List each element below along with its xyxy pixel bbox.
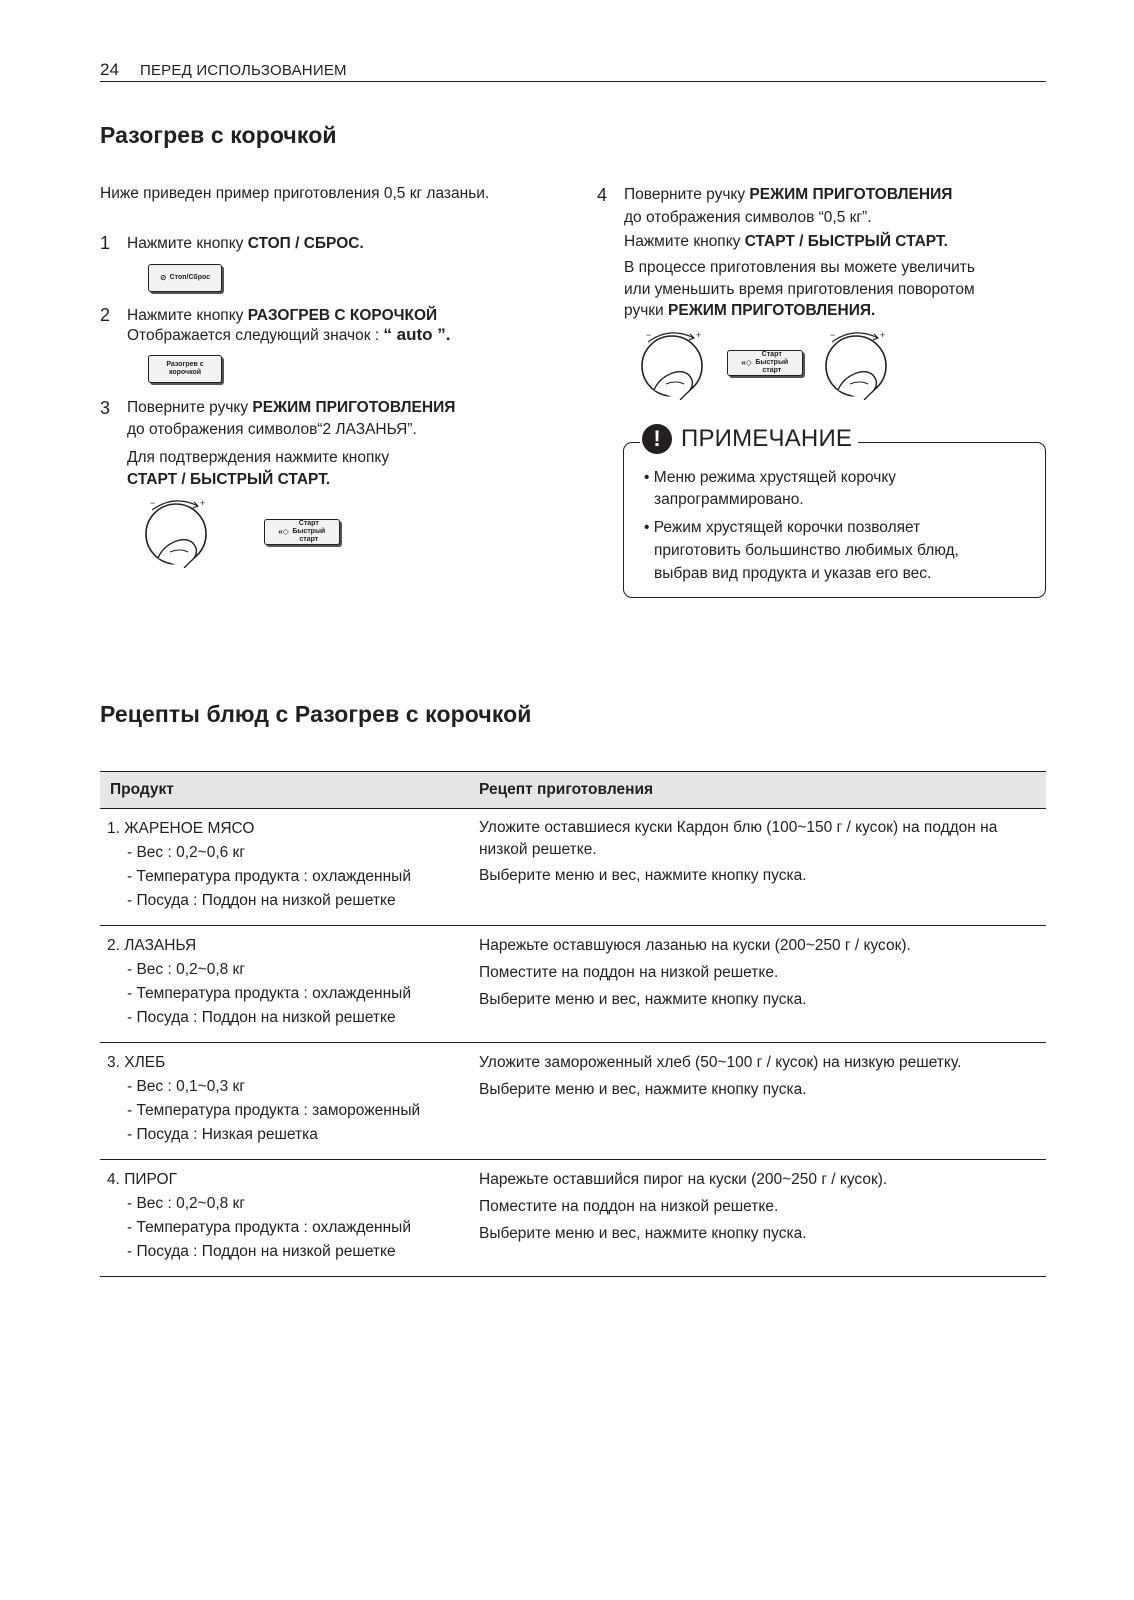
recipes-title: Рецепты блюд с Разогрев с корочкой bbox=[100, 701, 532, 727]
recipe-line: Выберите меню и вес, нажмите кнопку пуска. bbox=[479, 1225, 807, 1242]
recipe-line: Выберите меню и вес, нажмите кнопку пуска. bbox=[479, 1081, 807, 1098]
step-4-line-2: до отображения символов “0,5 кг”. bbox=[624, 209, 872, 226]
product-detail: - Вес : 0,2~0,8 кг bbox=[127, 1195, 245, 1212]
product-detail: - Посуда : Низкая решетка bbox=[127, 1126, 318, 1143]
product-name: 2. ЛАЗАНЬЯ bbox=[107, 937, 197, 954]
recipes-table bbox=[100, 771, 1046, 1277]
product-cell bbox=[100, 1043, 468, 1160]
table-row bbox=[100, 809, 1046, 926]
dial-knob-icon[interactable] bbox=[636, 328, 716, 400]
step-2-line-1: Нажмите кнопку РАЗОГРЕВ С КОРОЧКОЙ bbox=[127, 307, 438, 324]
stop-reset-button[interactable]: ⊘ Стоп/Сброс bbox=[148, 264, 222, 292]
recipe-line: Выберите меню и вес, нажмите кнопку пуска. bbox=[479, 991, 807, 1008]
note-bullet-2-line-3: выбрав вид продукта и указав его вес. bbox=[654, 565, 932, 582]
table-header-row bbox=[100, 772, 1046, 809]
recipe-line: Поместите на поддон на низкой решетке. bbox=[479, 964, 779, 981]
recipe-cell bbox=[468, 926, 1046, 1043]
recipe-line: Уложите замороженный хлеб (50~100 г / кусок) на низкую решетку. bbox=[479, 1054, 962, 1071]
step-3-line-4: СТАРТ / БЫСТРЫЙ СТАРТ. bbox=[127, 471, 331, 488]
recipe-line: Поместите на поддон на низкой решетке. bbox=[479, 1198, 779, 1215]
note-label: ПРИМЕЧАНИЕ bbox=[681, 425, 853, 452]
column-header-product: Продукт bbox=[100, 772, 468, 809]
auto-symbol: “ auto ”. bbox=[383, 325, 451, 344]
recipe-line: Нарежьте оставшийся пирог на куски (200~250 г / кусок). bbox=[479, 1171, 888, 1188]
recipe-cell bbox=[468, 809, 1046, 926]
product-detail: - Посуда : Поддон на низкой решетке bbox=[127, 1009, 396, 1026]
column-header-recipe: Рецепт приготовления bbox=[468, 772, 1046, 809]
step-number: 4 bbox=[597, 185, 608, 205]
stop-icon: ⊘ bbox=[159, 273, 167, 282]
step-number: 1 bbox=[100, 233, 111, 253]
step-3-line-3: Для подтверждения нажмите кнопку bbox=[127, 449, 390, 466]
product-detail: - Температура продукта : охлажденный bbox=[127, 1219, 411, 1236]
intro-text: Ниже приведен пример приготовления 0,5 кг лазаньи. bbox=[100, 185, 490, 202]
section-title: Разогрев с корочкой bbox=[100, 122, 337, 148]
step-4-line-6: ручки РЕЖИМ ПРИГОТОВЛЕНИЯ. bbox=[624, 302, 876, 319]
recipe-cell bbox=[468, 1043, 1046, 1160]
table-row bbox=[100, 1160, 1046, 1277]
product-cell bbox=[100, 809, 468, 926]
product-cell bbox=[100, 926, 468, 1043]
note-bullet-2-line-2: приготовить большинство любимых блюд, bbox=[654, 542, 959, 559]
product-detail: - Посуда : Поддон на низкой решетке bbox=[127, 892, 396, 909]
note-box bbox=[623, 442, 1046, 598]
dial-knob-icon[interactable] bbox=[820, 328, 900, 400]
note-bullet-1-line-1: • Меню режима хрустящей корочку bbox=[644, 469, 897, 486]
table-row bbox=[100, 1043, 1046, 1160]
note-heading bbox=[640, 424, 858, 454]
product-detail: - Посуда : Поддон на низкой решетке bbox=[127, 1243, 396, 1260]
svg-text:−: − bbox=[646, 330, 652, 340]
step-1-text: Нажмите кнопку СТОП / СБРОС. bbox=[127, 235, 364, 252]
svg-text:−: − bbox=[150, 498, 156, 508]
recipe-line: Уложите оставшиеся куски Кардон блю (100~150 г / кусок) на поддон на низкой решетке. bbox=[479, 819, 998, 858]
note-bullet-1-line-2: запрограммировано. bbox=[654, 491, 804, 508]
step-3-line-2: до отображения символов“2 ЛАЗАНЬЯ”. bbox=[127, 421, 417, 438]
product-detail: - Температура продукта : замороженный bbox=[127, 1102, 421, 1119]
step-3-line-1: Поверните ручку РЕЖИМ ПРИГОТОВЛЕНИЯ bbox=[127, 399, 456, 416]
svg-text:+: + bbox=[696, 330, 702, 340]
product-detail: - Вес : 0,2~0,6 кг bbox=[127, 844, 245, 861]
recipe-cell bbox=[468, 1160, 1046, 1277]
product-detail: - Вес : 0,1~0,3 кг bbox=[127, 1078, 245, 1095]
step-number: 2 bbox=[100, 305, 111, 325]
product-name: 3. ХЛЕБ bbox=[107, 1054, 166, 1071]
step-4-line-4: В процессе приготовления вы можете увеличить bbox=[624, 259, 975, 276]
svg-text:−: − bbox=[830, 330, 836, 340]
page-number: 24 bbox=[100, 60, 119, 79]
product-detail: - Температура продукта : охлажденный bbox=[127, 985, 411, 1002]
note-bullet-2-line-1: • Режим хрустящей корочки позволяет bbox=[644, 519, 921, 536]
start-arrows-icon: «◇ bbox=[278, 527, 289, 536]
table-row bbox=[100, 926, 1046, 1043]
recipe-line: Нарежьте оставшуюся лазанью на куски (200~250 г / кусок). bbox=[479, 937, 911, 954]
step-number: 3 bbox=[100, 398, 111, 418]
step-4-line-5: или уменьшить время приготовления поворотом bbox=[624, 281, 975, 298]
step-2-line-2: Отображается следующий значок : “ auto ”. bbox=[127, 325, 451, 344]
start-arrows-icon: «◇ bbox=[741, 358, 752, 367]
recipe-line: Выберите меню и вес, нажмите кнопку пуска. bbox=[479, 867, 807, 884]
svg-text:+: + bbox=[200, 498, 206, 508]
start-quick-start-button[interactable]: «◇ Старт Быстрый старт bbox=[264, 519, 340, 545]
exclamation-icon: ! bbox=[642, 424, 672, 454]
product-cell bbox=[100, 1160, 468, 1277]
start-quick-start-button[interactable]: «◇ Старт Быстрый старт bbox=[727, 350, 803, 376]
svg-text:+: + bbox=[880, 330, 886, 340]
section-name: ПЕРЕД ИСПОЛЬЗОВАНИЕМ bbox=[140, 62, 347, 79]
step-4-line-3: Нажмите кнопку СТАРТ / БЫСТРЫЙ СТАРТ. bbox=[624, 233, 948, 250]
product-name: 4. ПИРОГ bbox=[107, 1171, 177, 1188]
step-4-line-1: Поверните ручку РЕЖИМ ПРИГОТОВЛЕНИЯ bbox=[624, 186, 953, 203]
crispy-reheat-button[interactable]: Разогрев с корочкой bbox=[148, 355, 222, 383]
dial-knob-icon[interactable] bbox=[140, 496, 220, 568]
product-detail: - Температура продукта : охлажденный bbox=[127, 868, 411, 885]
product-detail: - Вес : 0,2~0,8 кг bbox=[127, 961, 245, 978]
page-header bbox=[100, 60, 1046, 82]
product-name: 1. ЖАРЕНОЕ МЯСО bbox=[107, 820, 255, 837]
